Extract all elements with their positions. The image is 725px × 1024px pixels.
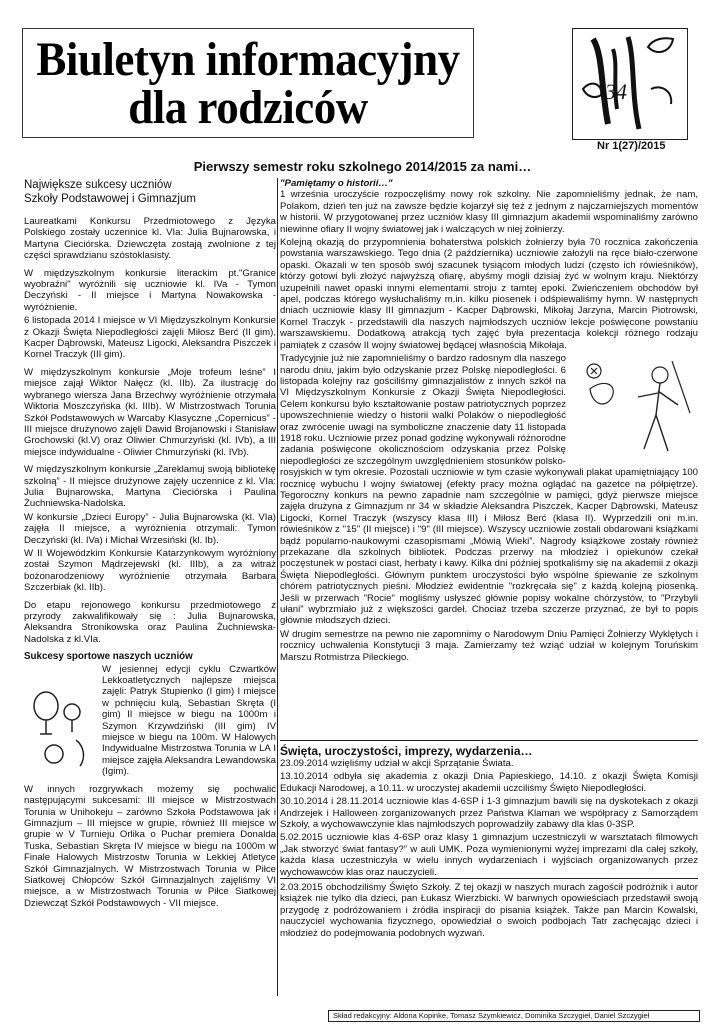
editorial-footer: Skład redakcyjny: Aldona Kopinke, Tomasz Szymkiewicz, Dominika Szczygieł, Daniel Szczygieł — [328, 1010, 700, 1022]
school-logo — [572, 28, 688, 140]
paragraph: W jesiennej edycji cyklu Czwartków Lekkoatletycznych najlepsze miejsca zajęli: Patryk Stupienko (I gim) I miejsce w pchnięciu kulą, Sebastian Skręta (I gim) II miejsce w biegu na 1000m i Szymon Krzywdziński (III gim) IV miejsce w biegu na 100m. W Halowych Indywidualne Mistrzostwa Torunia w LA I miejsce zajęła Aleksandra Lewandowska (Igim). — [102, 663, 276, 778]
paragraph: W drugim semestrze na pewno nie zapomnimy o Narodowym Dniu Pamięci Żołnierzy Wyklętych i rocznicy uchwalenia Konstytucji 3 maja. Zamierzamy też wziąć udział w kolejnym Toruńskim Marszu Rotmistrza Pileckiego. — [280, 628, 698, 663]
paragraph: W konkursie „Dzieci Europy” - Julia Bujnarowska (kl. VIa) zajęła II miejsce, a wyróżnienia otrzymali: Tymon Deczyński (kl. IVa) i Michał Wrzesiński (kl. Ib). — [24, 511, 276, 546]
section-divider — [280, 740, 698, 741]
paragraph: 6 listopada 2014 I miejsce w VI Międzyszkolnym Konkursie z Okazji Święta Niepodległości zajęli Miłosz Berć (II gim), Kacper Dąbrowski, Mateusz Ligocki, Aleksandra Piszczek i Kornel Traczyk (III gim). — [24, 315, 276, 361]
paragraph: W międzyszkolnym konkursie „Moje trofeum leśne” I miejsce zajął Wiktor Nałęcz (kl. IIb). Za ilustrację do wybranego wiersza Jana Brzechwy wyróżnienie otrzymała Wiktoria Moszczyńska (kl. IIIb). W Mistrzostwach Torunia Szkół Podstawowych w Warcaby Klasyczne „Copernicus” - III miejsce drużynowo zajęli Dawid Brojanowski i Stanisław Grochowski (kl.V) oraz Oliwier Chmurzyński (kl. IVb), a III miejsce indywidualne - Oliwier Chmurzyński (kl. IVb). — [24, 366, 276, 458]
paragraph: 23.09.2014 wzięliśmy udział w akcji Sprzątanie Świata. — [280, 758, 514, 769]
events-section — [280, 744, 698, 880]
left-heading-line2: Szkoły Podstawowej i Gimnazjum — [24, 193, 196, 205]
paragraph: W międzyszkolnym konkursie „Zareklamuj swoją bibliotekę szkolną” - II miejsce drużynowe zajęły uczennice z kl. VIa: Julia Bujnarowska, Martyna Cieciórska i Paulina Żuchniewska-Nadolska. — [24, 464, 276, 510]
sports-illustration — [24, 666, 96, 778]
paragraph: W II Wojewódzkim Konkursie Katarzynkowym wyróżniony został Szymon Mądrzejewski (kl. IIIb), a za witraż bożonarodzeniowy wyróżnienie otrzymała Barbara Szczerbiak (kl. IIb). — [24, 547, 276, 594]
paragraph: Kolejną okazją do przypomnienia bohaterstwa polskich żołnierzy była 70 rocznica zakończenia powstania warszawskiego. Tego dnia (2 października) uczniowie założyli na ręce biało-czerwone opaski. Okazali w ten sposób swój szacunek tysiącom młodych ludzi (często ich rówieśników), którzy gotowi byli złożyć najwyższą ofiarę, abyśmy mogli dzisiaj żyć w wolnym kraju. Niektórzy uzupełnili nawet opaski innymi elementami stroju z tamtej epoki. Zwieńczeniem obchodów był apel, podczas którego wysłuchaliśmy m.in. kilku piosenek i odśpiewaliśmy hymn. W następnych dniach uczniowie klasy III gimnazjum - Kacper Dąbrowski, Mikołaj Jarzyna, Marcin Piotrowski, Kornel Traczyk - przedstawili dla naszych najmłodszych uczniów lekcje poświęcone powstaniu warszawskiemu. Dodatkową atrakcją tych zajęć była prezentacja kolekcji różnego rodzaju pamiątek z czasów II wojny światowej będącej własnością Mikołaja. — [280, 237, 698, 351]
left-heading-line1: Największe sukcesy uczniów — [24, 179, 172, 191]
paragraph: 1 września uroczyście rozpoczęliśmy nowy rok szkolny. Nie zapomnieliśmy jednak, że nam, Polakom, dzień ten już na zawsze będzie kojarzył się też z jednym z najczarniejszych momentów w historii. W przygotowanej przez uczniów klasy III gimnazjum akademii wspominaliśmy zarówno niewinne ofiary II wojny światowej jak i walczących w niej żołnierzy. — [280, 189, 698, 235]
paragraph: W międzyszkolnym konkursie literackim pt."Granice wyobraźni" wyróżnili się uczniowie kl. IVa - Tymon Deczyński - II miejsce i Martyna Nowakowska - wyróżnienie. — [24, 267, 276, 313]
issue-number: Nr 1(27)/2015 — [597, 140, 666, 152]
school-day-section — [280, 882, 698, 945]
paragraph: 30.10.2014 i 28.11.2014 uczniowie klas 4-6SP i 1-3 gimnazjum bawili się na dyskotekach z okazji Andrzejek i Halloween zorganizowanych przez Państwa Klaman we współpracy z Samorządem Szkoły, a wychowawczynie klas najmłodszych poprowadziły zabawy dla klas 0-3SP. — [280, 796, 698, 831]
left-heading — [24, 178, 276, 206]
history-subtitle: "Pamiętamy o historii…" — [280, 178, 393, 189]
masthead-title-box — [22, 28, 474, 138]
events-heading: Święta, uroczystości, imprezy, wydarzenia… — [280, 744, 533, 758]
paragraph: W innych rozgrywkach możemy się pochwalić następującymi sukcesami: III miejsce w Mistrzostwach Torunia w Unihokeju – zarówno Szkoła Podstawowa jak i Gimnazjum – III miejsce w grupie, również III miejsce w grupie w V Turnieju Orlika o Puchar premiera Donalda Tuska, Sebastian Skręta IV miejsce w biegu na 1000m w Finale Halowych Mistrzostw Torunia w Lekkiej Atletyce Szkół Gimnazjalnych. W Mistrzostwach Torunia w Piłce Siatkowej Chłopców Szkół Gimnazjalnych zajęliśmy VI miejsce, a w Mistrzostwach Torunia w Piłce Siatkowej Dziewcząt Szkół Podstawowych - VII miejsce. — [24, 783, 276, 909]
paragraph: 5.02.2015 uczniowie klas 4-6SP oraz klasy 1 gimnazjum uczestniczyli w warsztatach filmowych „Jak stworzyć świat fantasy?” w auli UMK. Poza wymienionymi wyżej imprezami dla całej szkoły, każda klasa uczestniczyła w wielu innych wydarzeniach i wyjściach organizowanych przez wychowawców klas oraz nauczycieli. — [280, 832, 698, 878]
soldier-illustration — [572, 353, 698, 461]
sport-heading: Sukcesy sportowe naszych uczniów — [24, 651, 193, 663]
paragraph: 2.03.2015 obchodziliśmy Święto Szkoły. Z tej okazji w naszych murach zagościł podróżnik i autor książek nie tylko dla dzieci, pan Łukasz Wierzbicki. W barwnych opowieściach przedstawił swoją przygodę z podróżowaniem i źródła inspiracji do pisania książek. Także pan Marcin Kowalski, nauczyciel wychowania fizycznego, opowiedział o swoich podbojach Tatr zachęcając dzieci i młodzież do podejmowania podobnych wyzwań. — [280, 882, 698, 939]
right-column — [280, 178, 698, 669]
masthead-title-line2: dla rodziców — [128, 80, 368, 134]
paragraph: Laureatkami Konkursu Przedmiotowego z Języka Polskiego zostały uczennice kl. VIa: Julia Bujnarowska, i Martyna Cieciórska. Dziewczęta zostają zwolnione z tej części sprawdzianu szóstoklasisty. — [24, 216, 276, 262]
page-headline: Pierwszy semestr roku szkolnego 2014/2015 za nami… — [193, 159, 532, 174]
column-divider — [277, 178, 278, 996]
paragraph: 13.10.2014 odbyła się akademia z okazji Dnia Papieskiego, 14.10. z okazji Święta Komisji Edukacji Narodowej, a 10.11. w uroczystej akademii uczciliśmy Święto Niepodległości. — [280, 771, 698, 794]
masthead-title-line1: Biuletyn informacyjny — [36, 32, 460, 86]
paragraph: Tradycyjnie już nie zapomnieliśmy o bardzo radosnym dla naszego narodu dniu, jakim było odzyskanie przez Polskę niepodległości. 6 listopada kolejny raz gościliśmy gimnazjalistów z innych szkół na VI Międzyszkolnym Konkursie z Okazji Święta Niepodległości. Celem konkursu było kształtowanie postaw patriotycznych poprzez upowszechnienie wiedzy o historii walki Polaków o niepodległość oraz zwrócenie uwagi na symboliczne znaczenie daty 11 listopada 1918 roku. Uczniowie przez ponad godzinę wykonywali różnorodne zadania poświęcone okolicznościom odzyskania przez Polskę niepodległości ze szczególnym uwzględnieniem stosunków polsko-rosyjskich w tym okresie. Pozostali uczniowie w tym czasie wykonywali plakat upamiętniający 100 rocznicę wybuchu I wojny światowej (efekty pracy można oglądać na gazetce na półpiętrze). Tegoroczny konkurs na pewno zapadnie nam szczególnie w pamięci, gdyż pierwsze miejsce zajęła drużyna z Gimnazjum nr 34 w składzie Aleksandra Piszczek, Kacper Dąbrowski, Mateusz Ligocki, Kornel Traczyk (wszyscy klasa III) i Miłosz Berć (klasa II). Wyprzedzili oni m.in. rówieśników z "15" (II miejsce) i "9" (III miejsce). Wszyscy uczniowie zostali obdarowani książkami bądź popularno-naukowymi czasopismami „Mówią Wieki”. Nagrody książkowe zostały również przekazane dla szkolnych bibliotek. Podczas przerwy na młodzież i opiekunów czekał poczęstunek w postaci ciast, herbaty i kawy. Kilka dni później spotkaliśmy się na akademii z okazji Święta Niepodległości. Głównym punktem uroczystości było wspólne śpiewanie ze szkolnym chórem patriotycznych pieśni. Młodzież ewidentnie "rozkręcała się" z każdą kolejną piosenką. Jeśli w przerwach "Rocie" mogliśmy usłyszeć głównie popisy wokalne chórzystów, to "Przybyli ułani" wybrzmiało już z większości gardeł. Chociaż trzeba szczerze przyznać, że był to popis głównie młodszych dzieci. — [280, 353, 698, 627]
paragraph: Do etapu rejonowego konkursu przedmiotowego z przyrody zakwalifikowały się : Julia Bujnarowska, Aleksandra Stronikowska oraz Paulina Żuchniewska-Nadolska z kl.VIa. — [24, 599, 276, 645]
logo-number: 34 — [605, 79, 627, 104]
left-column — [24, 178, 276, 915]
